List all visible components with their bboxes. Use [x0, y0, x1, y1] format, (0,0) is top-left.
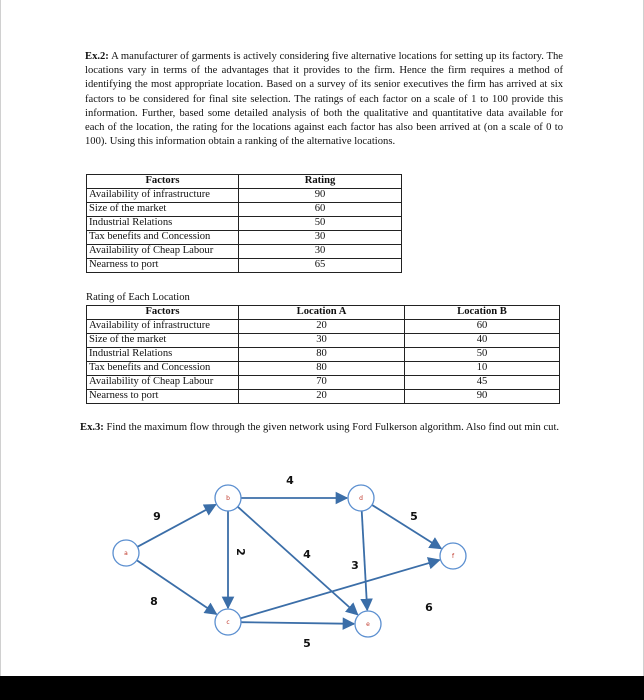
node-label-c: c — [226, 619, 230, 626]
col-header-location-b: Location B — [405, 306, 560, 320]
ex3-text: Find the maximum flow through the given network using Ford Fulkerson algorithm. Also find out min cut. — [106, 422, 560, 433]
capacity-label-a-c: 8 — [150, 595, 158, 608]
edge-a-b — [137, 505, 215, 547]
factor-cell: Size of the market — [87, 334, 239, 348]
col-header-factors: Factors — [87, 175, 239, 189]
factor-cell: Tax benefits and Concession — [87, 362, 239, 376]
col-header-location-a: Location A — [239, 306, 405, 320]
network-edges — [137, 498, 441, 624]
capacity-label-a-b: 9 — [153, 510, 161, 523]
edge-d-f — [372, 505, 441, 549]
location-a-cell: 80 — [239, 348, 405, 362]
rating-cell: 50 — [239, 217, 402, 231]
node-label-e: e — [366, 621, 370, 628]
location-a-cell: 20 — [239, 390, 405, 404]
edge-d-e — [362, 511, 368, 610]
factor-cell: Availability of Cheap Labour — [87, 245, 239, 259]
capacity-label-d-f: 5 — [410, 510, 418, 523]
factor-cell: Availability of Cheap Labour — [87, 376, 239, 390]
capacity-label-b-e: 4 — [303, 548, 311, 561]
location-a-cell: 70 — [239, 376, 405, 390]
ex3-label: Ex.3: — [80, 422, 104, 433]
location-a-cell: 80 — [239, 362, 405, 376]
ex2-text: A manufacturer of garments is actively considering five alternative locations for setting up its factory. The locations vary in terms of the advantages that it provides to the firm. Hence the firm requires a method of identifying the most appropriate location. Based on a survey of its senior executives the firm has arrived at six factors to be considered for final site selection. The ratings of each factor on a scale of 1 to 100 provide this information. Further, based some detailed analysis of both the qualitative and quantitative data available for each of the location, the rating for the locations against each factor has also been arrived at (on a scale of 0 to 100). Using this information obtain a ranking of the alternative locations. — [85, 51, 563, 148]
col-header-rating: Rating — [239, 175, 402, 189]
capacity-label-c-e: 5 — [303, 637, 311, 650]
factor-cell: Nearness to port — [87, 259, 239, 273]
capacity-label-d-e: 3 — [351, 559, 359, 572]
node-label-d: d — [359, 495, 363, 502]
factor-cell: Size of the market — [87, 203, 239, 217]
ex2-label: Ex.2: — [85, 51, 109, 62]
factor-cell: Industrial Relations — [87, 348, 239, 362]
location-b-cell: 45 — [405, 376, 560, 390]
capacity-label-b-d: 4 — [286, 474, 294, 487]
capacity-label-c-f: 6 — [425, 601, 433, 614]
factor-cell: Tax benefits and Concession — [87, 231, 239, 245]
location-a-cell: 20 — [239, 320, 405, 334]
location-b-cell: 60 — [405, 320, 560, 334]
factor-cell: Industrial Relations — [87, 217, 239, 231]
col-header-factors: Factors — [87, 306, 239, 320]
node-label-f: f — [451, 553, 455, 560]
rating-cell: 30 — [239, 245, 402, 259]
bottom-bar — [0, 676, 644, 700]
edge-c-f — [240, 560, 439, 618]
rating-cell: 65 — [239, 259, 402, 273]
factor-cell: Availability of infrastructure — [87, 189, 239, 203]
network-nodes — [113, 485, 466, 637]
node-label-b: b — [226, 495, 230, 502]
location-b-cell: 50 — [405, 348, 560, 362]
factor-cell: Nearness to port — [87, 390, 239, 404]
edge-c-e — [241, 622, 354, 624]
rating-cell: 30 — [239, 231, 402, 245]
table2-caption: Rating of Each Location — [86, 292, 190, 303]
factor-cell: Availability of infrastructure — [87, 320, 239, 334]
location-a-cell: 30 — [239, 334, 405, 348]
node-label-a: a — [124, 550, 128, 557]
location-b-cell: 90 — [405, 390, 560, 404]
location-b-cell: 10 — [405, 362, 560, 376]
edge-a-c — [137, 560, 217, 614]
location-b-cell: 40 — [405, 334, 560, 348]
rating-cell: 90 — [239, 189, 402, 203]
edge-b-e — [238, 507, 358, 615]
capacity-label-b-c: 2 — [234, 548, 247, 556]
rating-cell: 60 — [239, 203, 402, 217]
